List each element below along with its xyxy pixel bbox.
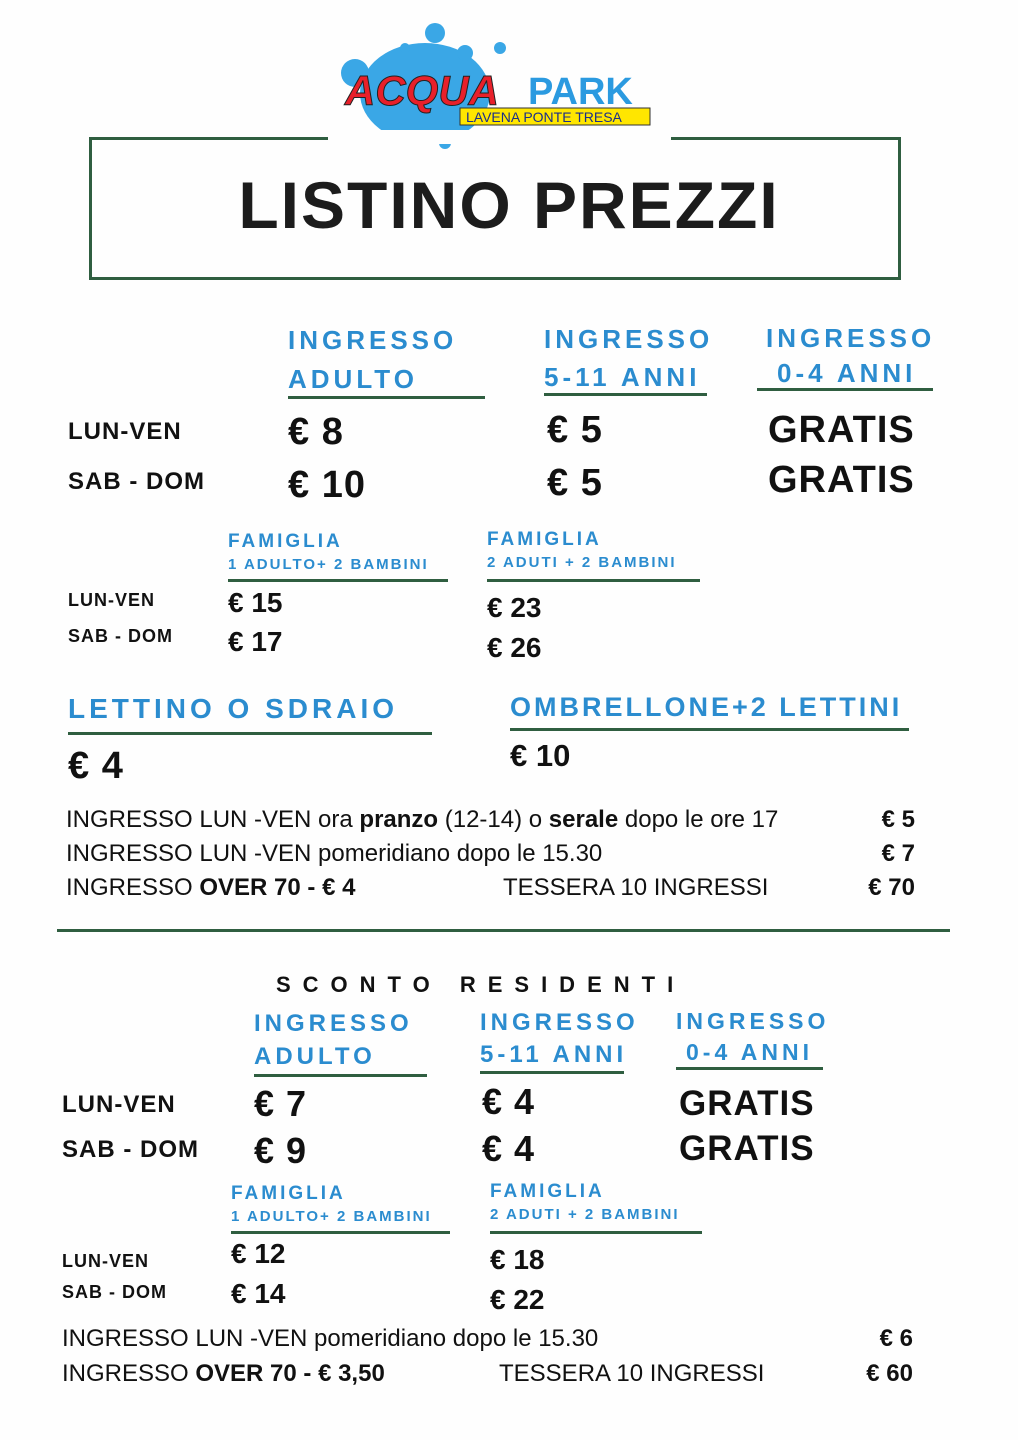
extra-bold: OVER 70 - € 3,50 bbox=[195, 1360, 385, 1387]
extra-bold: serale bbox=[548, 806, 619, 833]
header-adult: INGRESSO bbox=[288, 325, 458, 355]
res-tessera-price: € 60 bbox=[866, 1360, 913, 1387]
res-header-adult-2: ADULTO bbox=[254, 1043, 376, 1070]
family-day-weekend: SAB - DOM bbox=[68, 626, 173, 646]
tessera-label: TESSERA 10 INGRESSI bbox=[503, 874, 769, 901]
day-weekday: LUN-VEN bbox=[68, 418, 182, 445]
family-day-weekday: LUN-VEN bbox=[68, 590, 155, 610]
extra-text: (12-14) o bbox=[438, 806, 549, 833]
extra-row-over70 bbox=[66, 876, 355, 900]
res-price-family1-weekday: € 12 bbox=[231, 1238, 286, 1269]
residents-title: SCONTO RESIDENTI bbox=[276, 972, 686, 997]
price-family1-weekend: € 17 bbox=[228, 626, 283, 657]
header-baby: INGRESSO bbox=[766, 323, 936, 353]
lettino-title: LETTINO O SDRAIO bbox=[68, 693, 398, 724]
res-family-day-weekend: SAB - DOM bbox=[62, 1282, 167, 1302]
res-price-family1-weekend: € 14 bbox=[231, 1278, 286, 1309]
section-divider bbox=[57, 929, 950, 932]
family2-sub: 2 ADUTI + 2 BAMBINI bbox=[487, 554, 677, 571]
res-header-baby-2: 0-4 ANNI bbox=[686, 1039, 813, 1065]
extra-row-lunch-evening bbox=[66, 808, 778, 832]
extra-text: INGRESSO bbox=[62, 1360, 196, 1387]
res-family1-title: FAMIGLIA bbox=[231, 1183, 346, 1204]
tessera-price: € 70 bbox=[868, 874, 915, 901]
res-price-child-weekday: € 4 bbox=[482, 1081, 536, 1122]
ombrellone-title: OMBRELLONE+2 LETTINI bbox=[510, 692, 903, 722]
price-family2-weekend: € 26 bbox=[487, 632, 542, 663]
family1-title: FAMIGLIA bbox=[228, 531, 343, 552]
res-extra-price-afternoon: € 6 bbox=[879, 1325, 913, 1352]
res-price-baby-weekday: GRATIS bbox=[679, 1084, 815, 1123]
day-weekend: SAB - DOM bbox=[68, 468, 205, 495]
logo-subtitle: LAVENA PONTE TRESA bbox=[466, 109, 622, 125]
res-header-adult: INGRESSO bbox=[254, 1010, 413, 1037]
header-child: INGRESSO bbox=[544, 324, 714, 354]
res-header-baby: INGRESSO bbox=[676, 1008, 830, 1034]
price-baby-weekend: GRATIS bbox=[768, 459, 915, 501]
res-day-weekend: SAB - DOM bbox=[62, 1136, 199, 1163]
price-family2-weekday: € 23 bbox=[487, 592, 542, 623]
res-family1-sub: 1 ADULTO+ 2 BAMBINI bbox=[231, 1208, 432, 1225]
res-price-adult-weekend: € 9 bbox=[254, 1130, 308, 1171]
res-price-family2-weekday: € 18 bbox=[490, 1244, 545, 1275]
res-price-family2-weekend: € 22 bbox=[490, 1284, 545, 1315]
extra-text: INGRESSO bbox=[66, 874, 200, 901]
extra-text: INGRESSO LUN -VEN ora bbox=[66, 806, 360, 833]
res-header-child: INGRESSO bbox=[480, 1009, 639, 1036]
extra-bold: OVER 70 - € 4 bbox=[199, 874, 356, 901]
price-adult-weekend: € 10 bbox=[288, 464, 366, 506]
extra-row-afternoon: INGRESSO LUN -VEN pomeridiano dopo le 15.30 bbox=[66, 840, 603, 867]
res-family2-title: FAMIGLIA bbox=[490, 1181, 605, 1202]
family2-title: FAMIGLIA bbox=[487, 529, 602, 550]
price-adult-weekday: € 8 bbox=[288, 411, 344, 453]
extra-bold: pranzo bbox=[359, 806, 439, 833]
price-family1-weekday: € 15 bbox=[228, 587, 283, 618]
extra-price-lunch-evening: € 5 bbox=[881, 806, 915, 833]
res-family2-sub: 2 ADUTI + 2 BAMBINI bbox=[490, 1206, 680, 1223]
res-family-day-weekday: LUN-VEN bbox=[62, 1251, 149, 1271]
price-baby-weekday: GRATIS bbox=[768, 409, 915, 451]
res-tessera-label: TESSERA 10 INGRESSI bbox=[499, 1360, 765, 1387]
extra-price-afternoon: € 7 bbox=[881, 840, 915, 867]
header-adult-2: ADULTO bbox=[288, 364, 418, 394]
lettino-price: € 4 bbox=[68, 745, 124, 787]
ombrellone-price: € 10 bbox=[510, 738, 571, 773]
price-child-weekend: € 5 bbox=[547, 462, 603, 504]
price-child-weekday: € 5 bbox=[547, 409, 603, 451]
page-title: LISTINO PREZZI bbox=[238, 168, 780, 242]
logo-park: PARK bbox=[528, 71, 633, 113]
header-baby-2: 0-4 ANNI bbox=[777, 358, 917, 388]
logo-acqua: ACQUA bbox=[345, 67, 499, 114]
header-child-2: 5-11 ANNI bbox=[544, 362, 701, 392]
res-price-baby-weekend: GRATIS bbox=[679, 1129, 815, 1168]
res-price-child-weekend: € 4 bbox=[482, 1128, 536, 1169]
extra-text: dopo le ore 17 bbox=[618, 806, 779, 833]
res-price-adult-weekday: € 7 bbox=[254, 1083, 308, 1124]
res-extra-row-afternoon: INGRESSO LUN -VEN pomeridiano dopo le 15.30 bbox=[62, 1325, 599, 1352]
res-header-child-2: 5-11 ANNI bbox=[480, 1041, 628, 1068]
res-extra-row-over70 bbox=[62, 1362, 385, 1386]
family1-sub: 1 ADULTO+ 2 BAMBINI bbox=[228, 556, 429, 573]
res-day-weekday: LUN-VEN bbox=[62, 1091, 176, 1118]
